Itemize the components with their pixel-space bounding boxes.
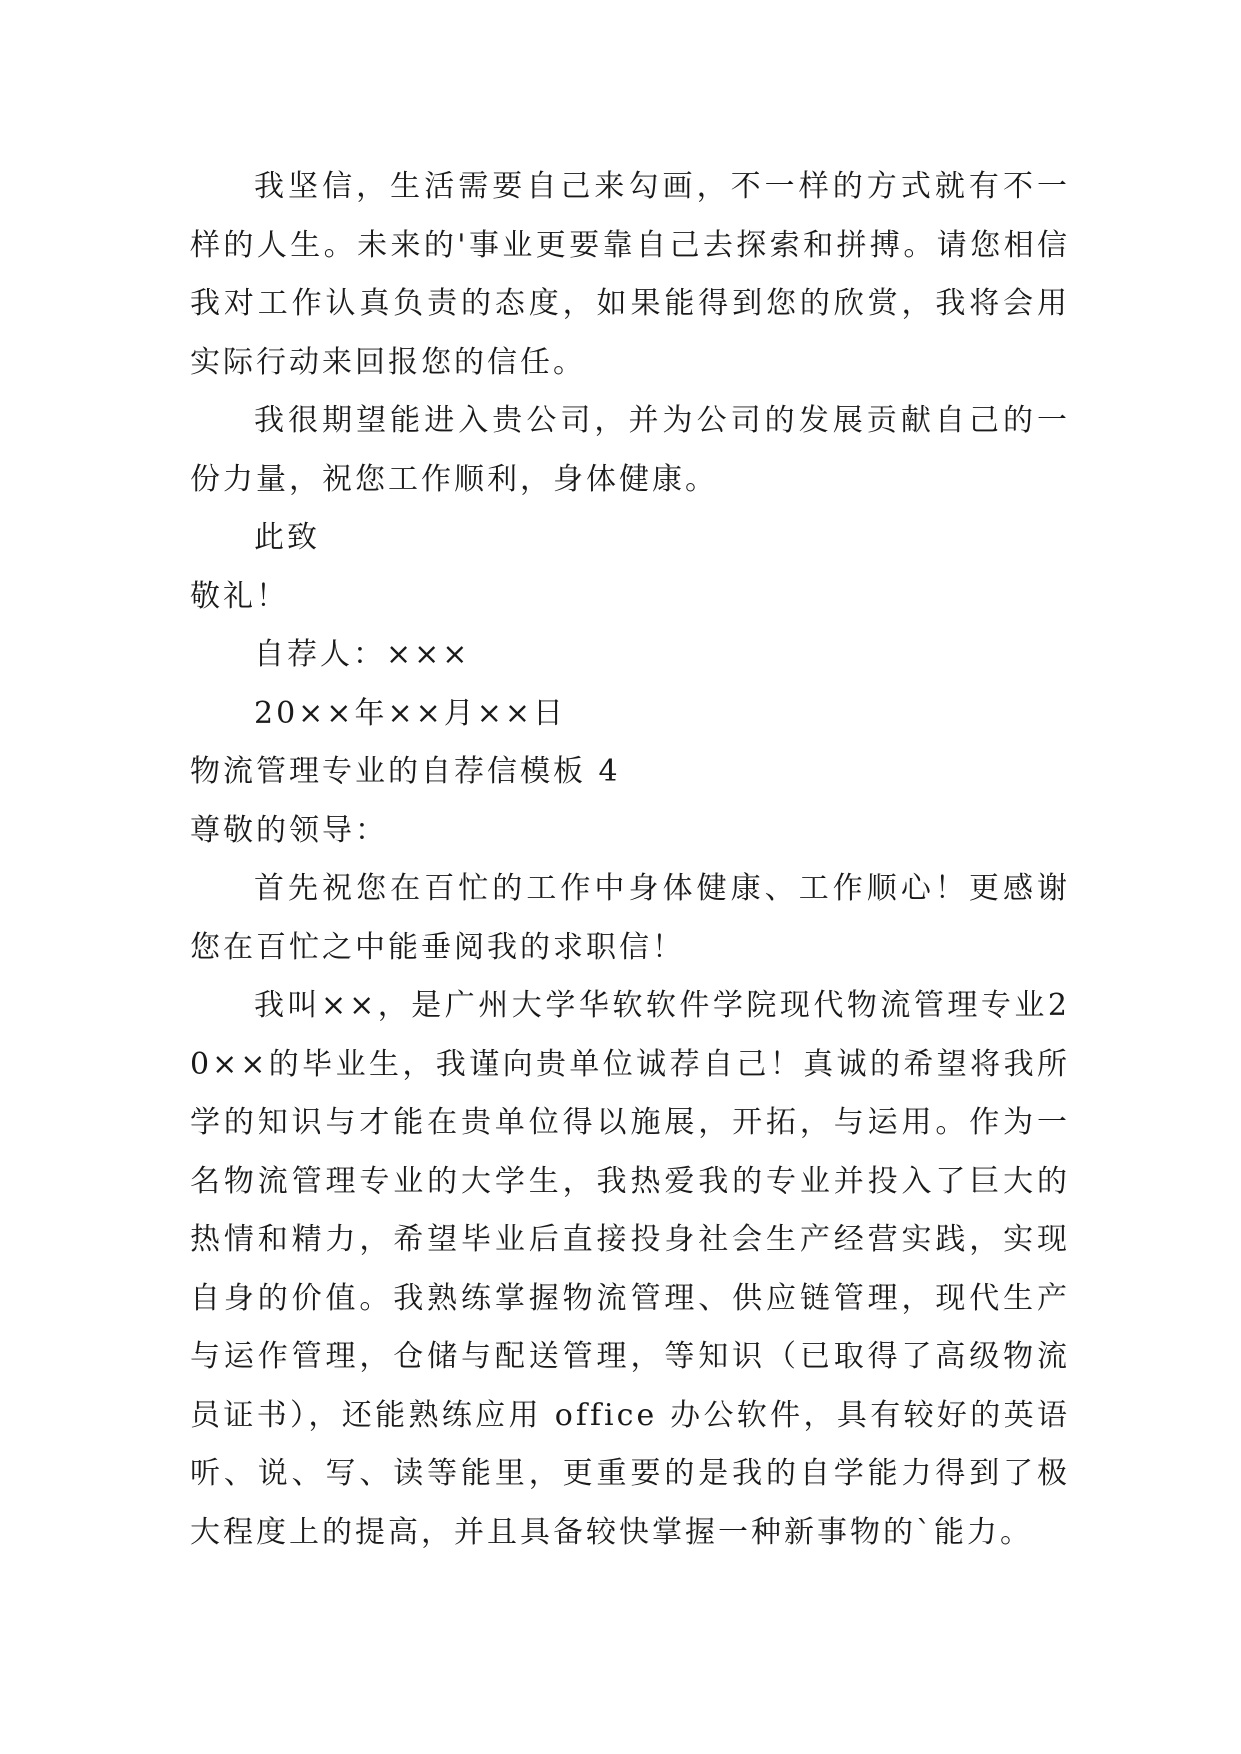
paragraph-belief: 我坚信，生活需要自己来勾画，不一样的方式就有不一样的人生。未来的'事业更要靠自己去探索和拼搏。请您相信我对工作认真负责的态度，如果能得到您的欣赏，我将会用实际行动来回报您的信任。 (190, 169, 1070, 380)
date-line: 20××年××月××日 (254, 695, 566, 731)
paragraph-introduction: 我叫××，是广州大学华软软件学院现代物流管理专业20××的毕业生，我谨向贵单位诚荐自己！真诚的希望将我所学的知识与才能在贵单位得以施展，开拓，与运用。作为一名物流管理专业的大学生，我热爱我的专业并投入了巨大的热情和精力，希望毕业后直接投身社会生产经营实践，实现自身的价值。我熟练掌握物流管理、供应链管理，现代生产与运作管理，仓储与配送管理，等知识（已取得了高级物流员证书），还能熟练应用 office 办公软件，具有较好的英语听、说、写、读等能里，更重要的是我的自学能力得到了极大程度上的提高，并且具备较快掌握一种新事物的`能力。 (190, 988, 1070, 1550)
closing-regards: 敬礼！ (190, 578, 289, 614)
paragraph-expectation: 我很期望能进入贵公司，并为公司的发展贡献自己的一份力量，祝您工作顺利，身体健康。 (190, 403, 1070, 497)
greeting: 尊敬的领导： (190, 812, 388, 848)
document-body (190, 158, 1070, 1562)
closing-salutation: 此致 (254, 520, 320, 555)
section-title: 物流管理专业的自荐信模板 4 (190, 754, 621, 789)
signature-line: 自荐人：××× (254, 637, 471, 672)
paragraph-opening: 首先祝您在百忙的工作中身体健康、工作顺心！更感谢您在百忙之中能垂阅我的求职信！ (190, 871, 1070, 965)
